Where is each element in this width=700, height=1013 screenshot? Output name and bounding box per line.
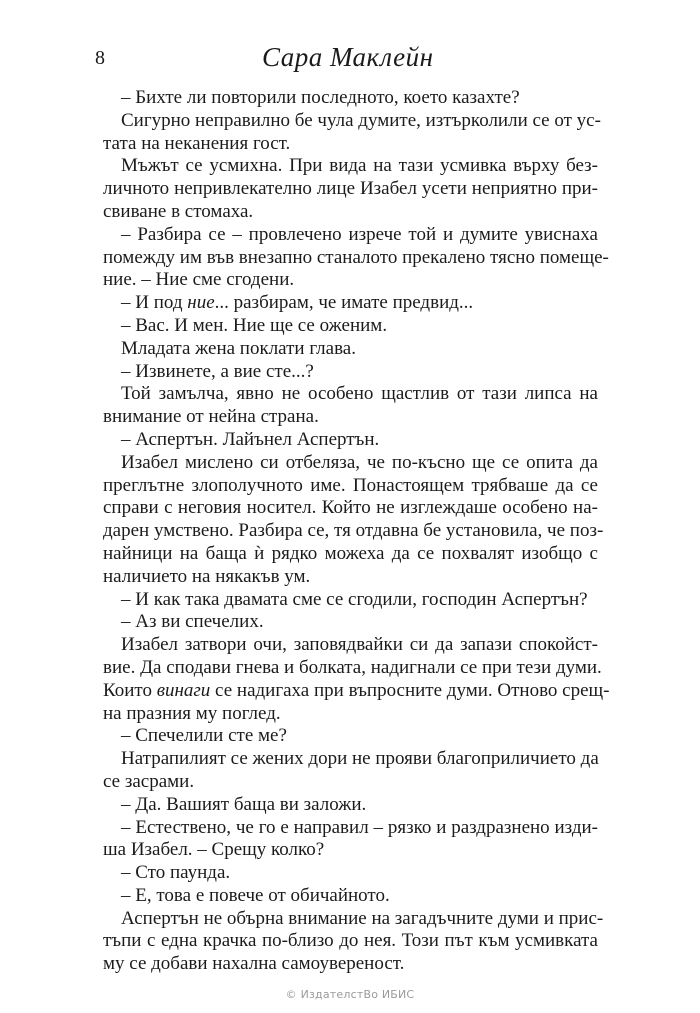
text-line: Сигурно неправилно бе чула думите, изтърколили се от ус-	[121, 109, 601, 131]
text-line: дарен умствено. Разбира се, тя отдавна бе установила, че поз-	[103, 520, 604, 542]
text-line: ша Изабел. – Срещу колко?	[103, 839, 325, 861]
text-line: помежду им във внезапно станалото прекалено тясно помеще-	[103, 246, 609, 268]
text-line: наличието на някакъв ум.	[103, 565, 311, 587]
text-line: – Аспертън. Лайънел Аспертън.	[121, 428, 380, 450]
text-line: свиване в стомаха.	[103, 200, 254, 222]
text-line: вие. Да сподави гнева и болката, надигнали се при тези думи.	[103, 656, 602, 678]
text-line: на празния му поглед.	[103, 702, 281, 724]
text-line: внимание от нейна страна.	[103, 406, 319, 428]
text-line: – Аз ви спечелих.	[121, 611, 264, 633]
text-line: Мъжът се усмихна. При вида на тази усмивка върху без-	[121, 155, 598, 177]
text-line: се засрами.	[103, 770, 195, 792]
text-line: – И как така двамата сме се сгодили, господин Аспертън?	[121, 588, 588, 610]
page-number: 8	[95, 47, 105, 69]
text-line: найници на баща ѝ рядко можеха да се похвалят изобщо с	[103, 542, 598, 564]
text-run: ... разбирам, че имате предвид...	[214, 292, 474, 314]
body-text	[103, 87, 610, 976]
text-line: – Бихте ли повторили последното, което казахте?	[121, 87, 520, 108]
text-run: се надигаха при въпросните думи. Отново срещ-	[210, 679, 610, 701]
text-line: Изабел мислено си отбеляза, че по-късно ще се опита да	[121, 451, 598, 473]
text-run: Които	[103, 679, 157, 701]
text-line: личното непривлекателно лице Изабел усети неприятно при-	[103, 178, 598, 200]
text-line: – Вас. И мен. Ние ще се оженим.	[121, 314, 388, 336]
text-line: – Разбира се – провлечено изрече той и думите увиснаха	[121, 223, 598, 245]
text-line: – Да. Вашият баща ви заложи.	[121, 793, 367, 815]
text-line: – Е, това е повече от обичайното.	[121, 884, 390, 906]
text-line: – Естествено, че го е направил – рязко и раздразнено изди-	[121, 816, 598, 838]
text-run: – И под	[121, 292, 188, 314]
text-line: тъпи с една крачка по-близо до нея. Този път към усмивката	[103, 930, 598, 952]
text-line: – Сто паунда.	[121, 862, 231, 884]
text-line: тата на неканения гост.	[103, 132, 291, 154]
text-line: преглътне злополучното име. Понастоящем трябваше да се	[103, 474, 598, 496]
text-line: – Извинете, а вие сте...?	[121, 360, 314, 382]
text-line: Аспертън не обърна внимание на загадъчните думи и прис-	[121, 907, 604, 929]
text-line: Той замълча, явно не особено щастлив от тази липса на	[121, 383, 598, 405]
emphasized-word: винаги	[156, 679, 211, 701]
footer-copyright: © ИздателстВо ИБИС	[285, 988, 415, 1001]
text-line: справи с неговия носител. Който не изглеждаше особено на-	[103, 497, 598, 519]
text-line: Младата жена поклати глава.	[121, 337, 356, 359]
text-line	[103, 292, 598, 315]
running-head-author: Сара Маклейн	[262, 42, 434, 72]
text-line: Изабел затвори очи, заповядвайки си да запази спокойст-	[121, 634, 598, 656]
text-line	[103, 679, 610, 703]
emphasized-word: ние	[187, 292, 215, 314]
text-line: – Спечелили сте ме?	[121, 725, 287, 747]
text-line: му се добави нахална самоувереност.	[103, 953, 405, 975]
text-line: Натрапилият се жених дори не прояви благоприличието да	[121, 748, 599, 770]
text-line: ние. – Ние сме сгодени.	[103, 269, 295, 291]
